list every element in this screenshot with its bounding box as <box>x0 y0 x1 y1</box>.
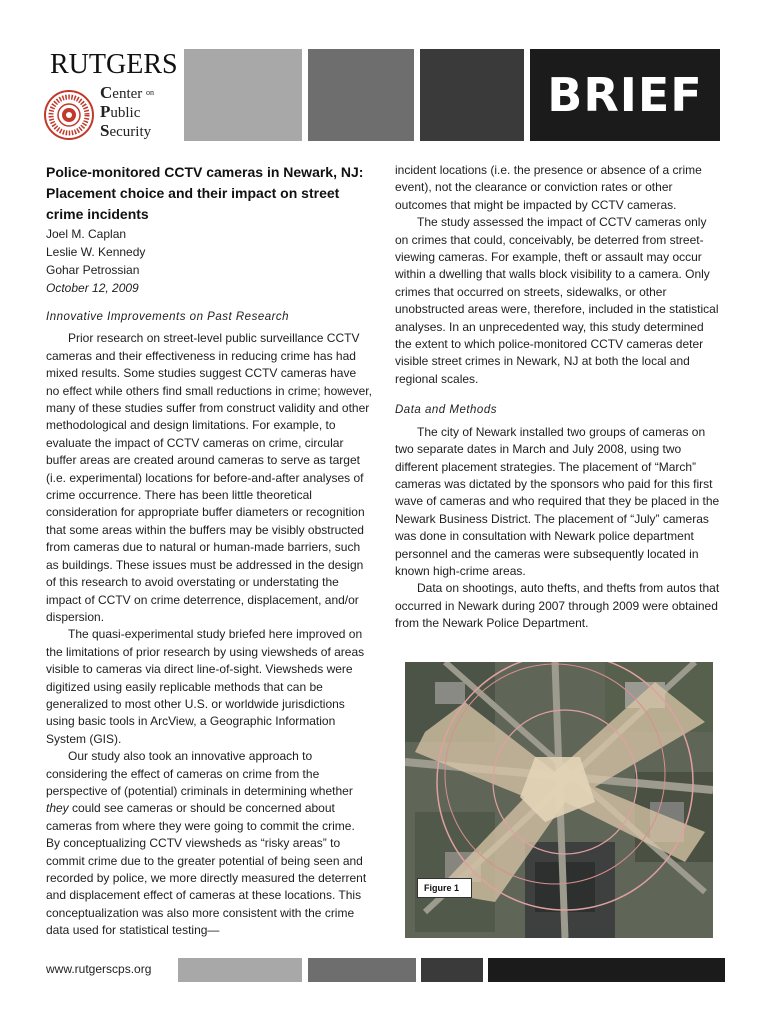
footer-bar-light <box>178 958 302 982</box>
emphasis-they: they <box>46 801 69 816</box>
footer-url[interactable]: www.rutgerscps.org <box>46 962 152 976</box>
paragraph-prior-research: Prior research on street-level public surveillance CCTV cameras and their effectiveness in reducing crime has had mixed results. Some studies suggest CCTV cameras have no effect while others find small reductions in crime; however, many of these studies suffer from construct validity and other methodological and design limitations. For example, to evaluate the impact of CCTV cameras on crime, circular buffer areas are created around cameras to serve as target (i.e. experimental) locations for before-and-after analyses of crime occurrence. There has been little theoretical consideration for appropriate buffer diameters or recognition that some areas within the buffers may be visibly obstructed from cameras due to natural or human-made barriers, such as buildings. These issues must be addressed in the design of this research to avoid overstating or understating the impact of CCTV on crime deterrence, displacement, and/or dispersion. <box>46 331 372 624</box>
paragraph-part-a: Our study also took an innovative approach to considering the effect of cameras on crime from the perspective of (potential) criminals in determining whether <box>46 749 353 798</box>
paragraph-study-assessed: The study assessed the impact of CCTV cameras only on crimes that could, conceivably, be deterred from street-viewing cameras. For example, theft or assault may occur within a dwelling that walls block visibility to a camera. Only crimes that occurred on streets, sidewalks, or other unobstructed areas were, therefore, included in the statistical analyses. In an unprecedented way, this study determined the extent to which police-monitored CCTV cameras deter visible street crimes in Newark, NJ at both the local and regional scales. <box>395 215 719 386</box>
header-bar-mid <box>308 49 414 141</box>
author-3: Gohar Petrossian <box>46 263 140 277</box>
paragraph-incident-locations: incident locations (i.e. the presence or absence of a crime event), not the clearance or conviction rates or other outcomes that might be impacted by CCTV cameras. <box>395 163 702 212</box>
paragraph-data-sources: Data on shootings, auto thefts, and thefts from autos that occurred in Newark during 2007 through 2009 were obtained from the Newark Police Department. <box>395 581 720 631</box>
author-1: Joel M. Caplan <box>46 227 127 241</box>
logo-wordmark: RUTGERS <box>50 49 178 80</box>
rutgers-cps-logo <box>40 48 178 144</box>
header-bar-dark <box>420 49 524 141</box>
public-text: ublic <box>110 105 141 121</box>
footer-bar-mid <box>308 958 416 982</box>
brief-label: BRIEF <box>547 68 703 122</box>
footer-bar-black <box>488 958 725 982</box>
left-column <box>46 162 372 940</box>
section-heading-data-methods: Data and Methods <box>395 404 497 417</box>
security-text: ecurity <box>109 124 152 140</box>
publication-date: October 12, 2009 <box>46 281 139 295</box>
paragraph-part-b: could see cameras or should be concerned about cameras from where they were going to commit the crime. By conceptualizing CCTV viewsheds as “risky areas” to commit crime due to the greater potential of being seen and recorded by police, we more directly measured the deterrent and displacement effect of cameras at these locations. This conceptualization was also more consistent with the crime data used for statistical testing— <box>46 801 367 938</box>
paragraph-innovative-approach <box>46 748 372 939</box>
figure-label: Figure 1 <box>417 878 472 898</box>
article-title: Police-monitored CCTV cameras in Newark, NJ: Placement choice and their impact on street crime incidents <box>46 164 364 222</box>
footer-bar-dark <box>421 958 483 982</box>
center-text: enter <box>112 86 143 102</box>
seal-icon <box>44 90 94 140</box>
header-bar-light <box>184 49 302 141</box>
paragraph-quasi-experimental: The quasi-experimental study briefed here improved on the limitations of prior research by using viewsheds of areas visible to cameras via direct line-of-sight. Viewsheds were digitized using easily replicable methods that can be generalized to most other U.S. or worldwide jurisdictions using basic tools in ArcView, a Geographic Information System (GIS). <box>46 627 365 746</box>
paragraph-cameras-installed: The city of Newark installed two groups of cameras on two separate dates in March and July 2008, using two different placement strategies. The placement of “March” cameras was dictated by the sponsors who paid for this first wave of cameras and who required that they be placed in the Newark Business District. The placement of “July” cameras was done in consultation with Newark police department personnel and the cameras were subsequently located in known high-crime areas. <box>395 424 720 578</box>
figure-aerial-map <box>405 662 713 938</box>
center-on-text: on <box>146 88 155 97</box>
center-public-security: Center $^{on}$ Public Security <box>100 83 155 140</box>
right-column <box>395 162 721 633</box>
section-heading-innovative: Innovative Improvements on Past Research <box>46 311 290 323</box>
author-2: Leslie W. Kennedy <box>46 245 146 259</box>
